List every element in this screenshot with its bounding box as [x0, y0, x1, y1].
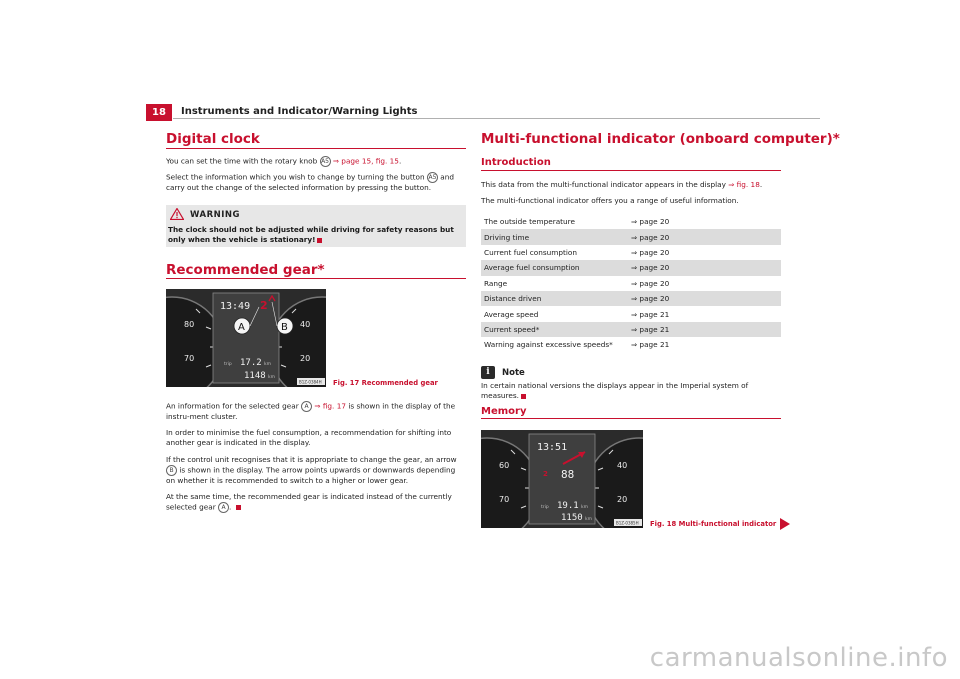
section-rule	[481, 170, 781, 171]
section-rule	[166, 278, 466, 279]
page-number: 18	[146, 104, 172, 121]
introduction-heading: Introduction	[481, 157, 551, 168]
digital-clock-paragraph-2: Select the information which you wish to change by turning the button A5 and carry out the change of the selected information by pressing the button.	[166, 172, 455, 192]
page-reference-link[interactable]: ⇒ page 21	[631, 322, 781, 337]
trip-value: 19.1	[557, 501, 579, 511]
callout-badge: A5	[428, 174, 437, 181]
page-reference-link[interactable]: ⇒ page 20	[631, 229, 781, 244]
svg-text:70: 70	[499, 495, 510, 504]
end-mark	[317, 238, 322, 243]
table-row	[481, 260, 781, 275]
cluster-clock: 13:51	[537, 442, 568, 453]
display-value: 88	[561, 468, 575, 481]
note-info-icon: i	[481, 366, 495, 379]
figure-code: B1Z-0385H	[616, 520, 639, 526]
function-name: Current fuel consumption	[484, 247, 577, 257]
svg-text:60: 60	[499, 461, 510, 470]
function-name: Average speed	[484, 309, 539, 319]
figure-17-instrument-cluster	[166, 289, 326, 387]
figure-reference-link[interactable]: ⇒ fig. 17	[314, 401, 346, 411]
function-name: The outside temperature	[484, 217, 575, 227]
function-name: Range	[484, 278, 508, 288]
function-name: Warning against excessive speeds*	[484, 340, 613, 350]
watermark: carmanualsonline.info	[649, 643, 948, 673]
figure-18-instrument-cluster	[481, 430, 643, 528]
svg-text:20: 20	[300, 354, 311, 363]
memory-heading: Memory	[481, 406, 527, 417]
page-reference-link[interactable]: ⇒ page 20	[631, 247, 670, 257]
table-row	[481, 322, 781, 337]
next-page-arrow-icon[interactable]	[780, 518, 790, 530]
mfi-function-table	[481, 214, 781, 353]
table-row	[481, 337, 781, 352]
page-reference-link[interactable]: ⇒ page 21	[631, 340, 670, 350]
svg-text:40: 40	[617, 461, 628, 470]
odometer-unit: km	[585, 517, 592, 522]
callout-label-b: B	[281, 322, 288, 333]
function-name: Distance driven	[481, 291, 631, 306]
note-text: In certain national versions the displays appear in the Imperial system of measures.	[481, 381, 749, 401]
recommended-gear-digit: 2	[260, 299, 268, 312]
function-name: Average fuel consumption	[481, 260, 631, 275]
function-name: Current speed*	[481, 322, 631, 337]
function-name: Driving time	[481, 229, 631, 244]
svg-text:80: 80	[184, 320, 195, 329]
odometer-value: 1150	[561, 513, 583, 523]
callout-badge: B	[166, 465, 177, 476]
callout-badge: A	[218, 502, 229, 513]
figure-reference-link[interactable]: ⇒ fig. 18	[728, 180, 760, 189]
table-row	[481, 306, 781, 321]
figure-18-caption: Fig. 18 Multi-functional indicator	[650, 520, 777, 528]
table-row	[481, 229, 781, 244]
trip-unit: km	[264, 362, 271, 367]
callout-badge: A	[301, 401, 312, 412]
trip-label: trip	[541, 505, 549, 510]
gear-paragraph-4: At the same time, the recommended gear is indicated instead of the currently selected gear A .	[166, 492, 452, 512]
page-reference-link[interactable]: ⇒ page 21	[631, 309, 670, 319]
recommended-gear-heading: Recommended gear*	[166, 262, 325, 278]
page-reference-link[interactable]: ⇒ page 20	[631, 217, 670, 227]
figure-code: B1Z-0384H	[299, 379, 322, 385]
digital-clock-heading: Digital clock	[166, 131, 260, 147]
odometer-unit: km	[268, 375, 275, 380]
figure-17-caption: Fig. 17 Recommended gear	[333, 379, 438, 387]
gear-paragraph-3: If the control unit recognises that it is appropriate to change the gear, an arrow B is shown in the display. The arrow points upwards or downwards depending on whether it is recommended to switch to a higher or lower gear.	[166, 455, 457, 486]
running-header: Instruments and Indicator/Warning Lights	[181, 106, 418, 117]
mfi-paragraph-1: This data from the multi-functional indicator appears in the display ⇒ fig. 18.	[481, 180, 763, 189]
trip-unit: km	[581, 505, 588, 510]
gear-paragraph-2: In order to minimise the fuel consumption, a recommendation for shifting into another gear is indicated in the display.	[166, 428, 452, 448]
gear-paragraph-1: An information for the selected gear A ⇒ fig. 17 is shown in the display of the instru-ment cluster.	[166, 401, 456, 421]
gear-digit: 2	[543, 470, 548, 478]
svg-text:20: 20	[617, 495, 628, 504]
page-reference-link[interactable]: ⇒ page 20	[631, 278, 670, 288]
svg-text:70: 70	[184, 354, 195, 363]
callout-badge: A5	[321, 158, 329, 165]
mfi-paragraph-2: The multi-functional indicator offers you a range of useful information.	[481, 196, 739, 205]
callout-label-a: A	[238, 322, 245, 333]
warning-text: The clock should not be adjusted while driving for safety reasons but only when the vehicle is stationary!	[168, 225, 454, 245]
trip-value: 17.2	[240, 358, 262, 368]
digital-clock-paragraph-1: You can set the time with the rotary knob A5 ⇒ page 15, fig. 15.	[166, 156, 402, 166]
cluster-clock: 13:49	[220, 301, 251, 312]
end-mark	[236, 505, 241, 510]
section-rule	[481, 418, 781, 419]
warning-title: WARNING	[190, 210, 240, 220]
table-row	[481, 214, 781, 229]
table-row	[481, 276, 781, 291]
end-mark	[521, 394, 526, 399]
page-reference-link[interactable]: ⇒ page 20	[631, 291, 781, 306]
header-rule	[173, 118, 820, 119]
svg-text:40: 40	[300, 320, 311, 329]
warning-triangle-icon	[170, 208, 184, 220]
mfi-heading: Multi-functional indicator (onboard computer)*	[481, 131, 840, 147]
section-rule	[166, 148, 466, 149]
table-row	[481, 245, 781, 260]
page-reference-link[interactable]: ⇒ page 15, fig. 15	[332, 156, 399, 166]
table-row	[481, 291, 781, 306]
note-title: Note	[502, 368, 525, 378]
trip-label: trip	[224, 362, 232, 367]
odometer-value: 1148	[244, 371, 266, 381]
page-reference-link[interactable]: ⇒ page 20	[631, 260, 781, 275]
